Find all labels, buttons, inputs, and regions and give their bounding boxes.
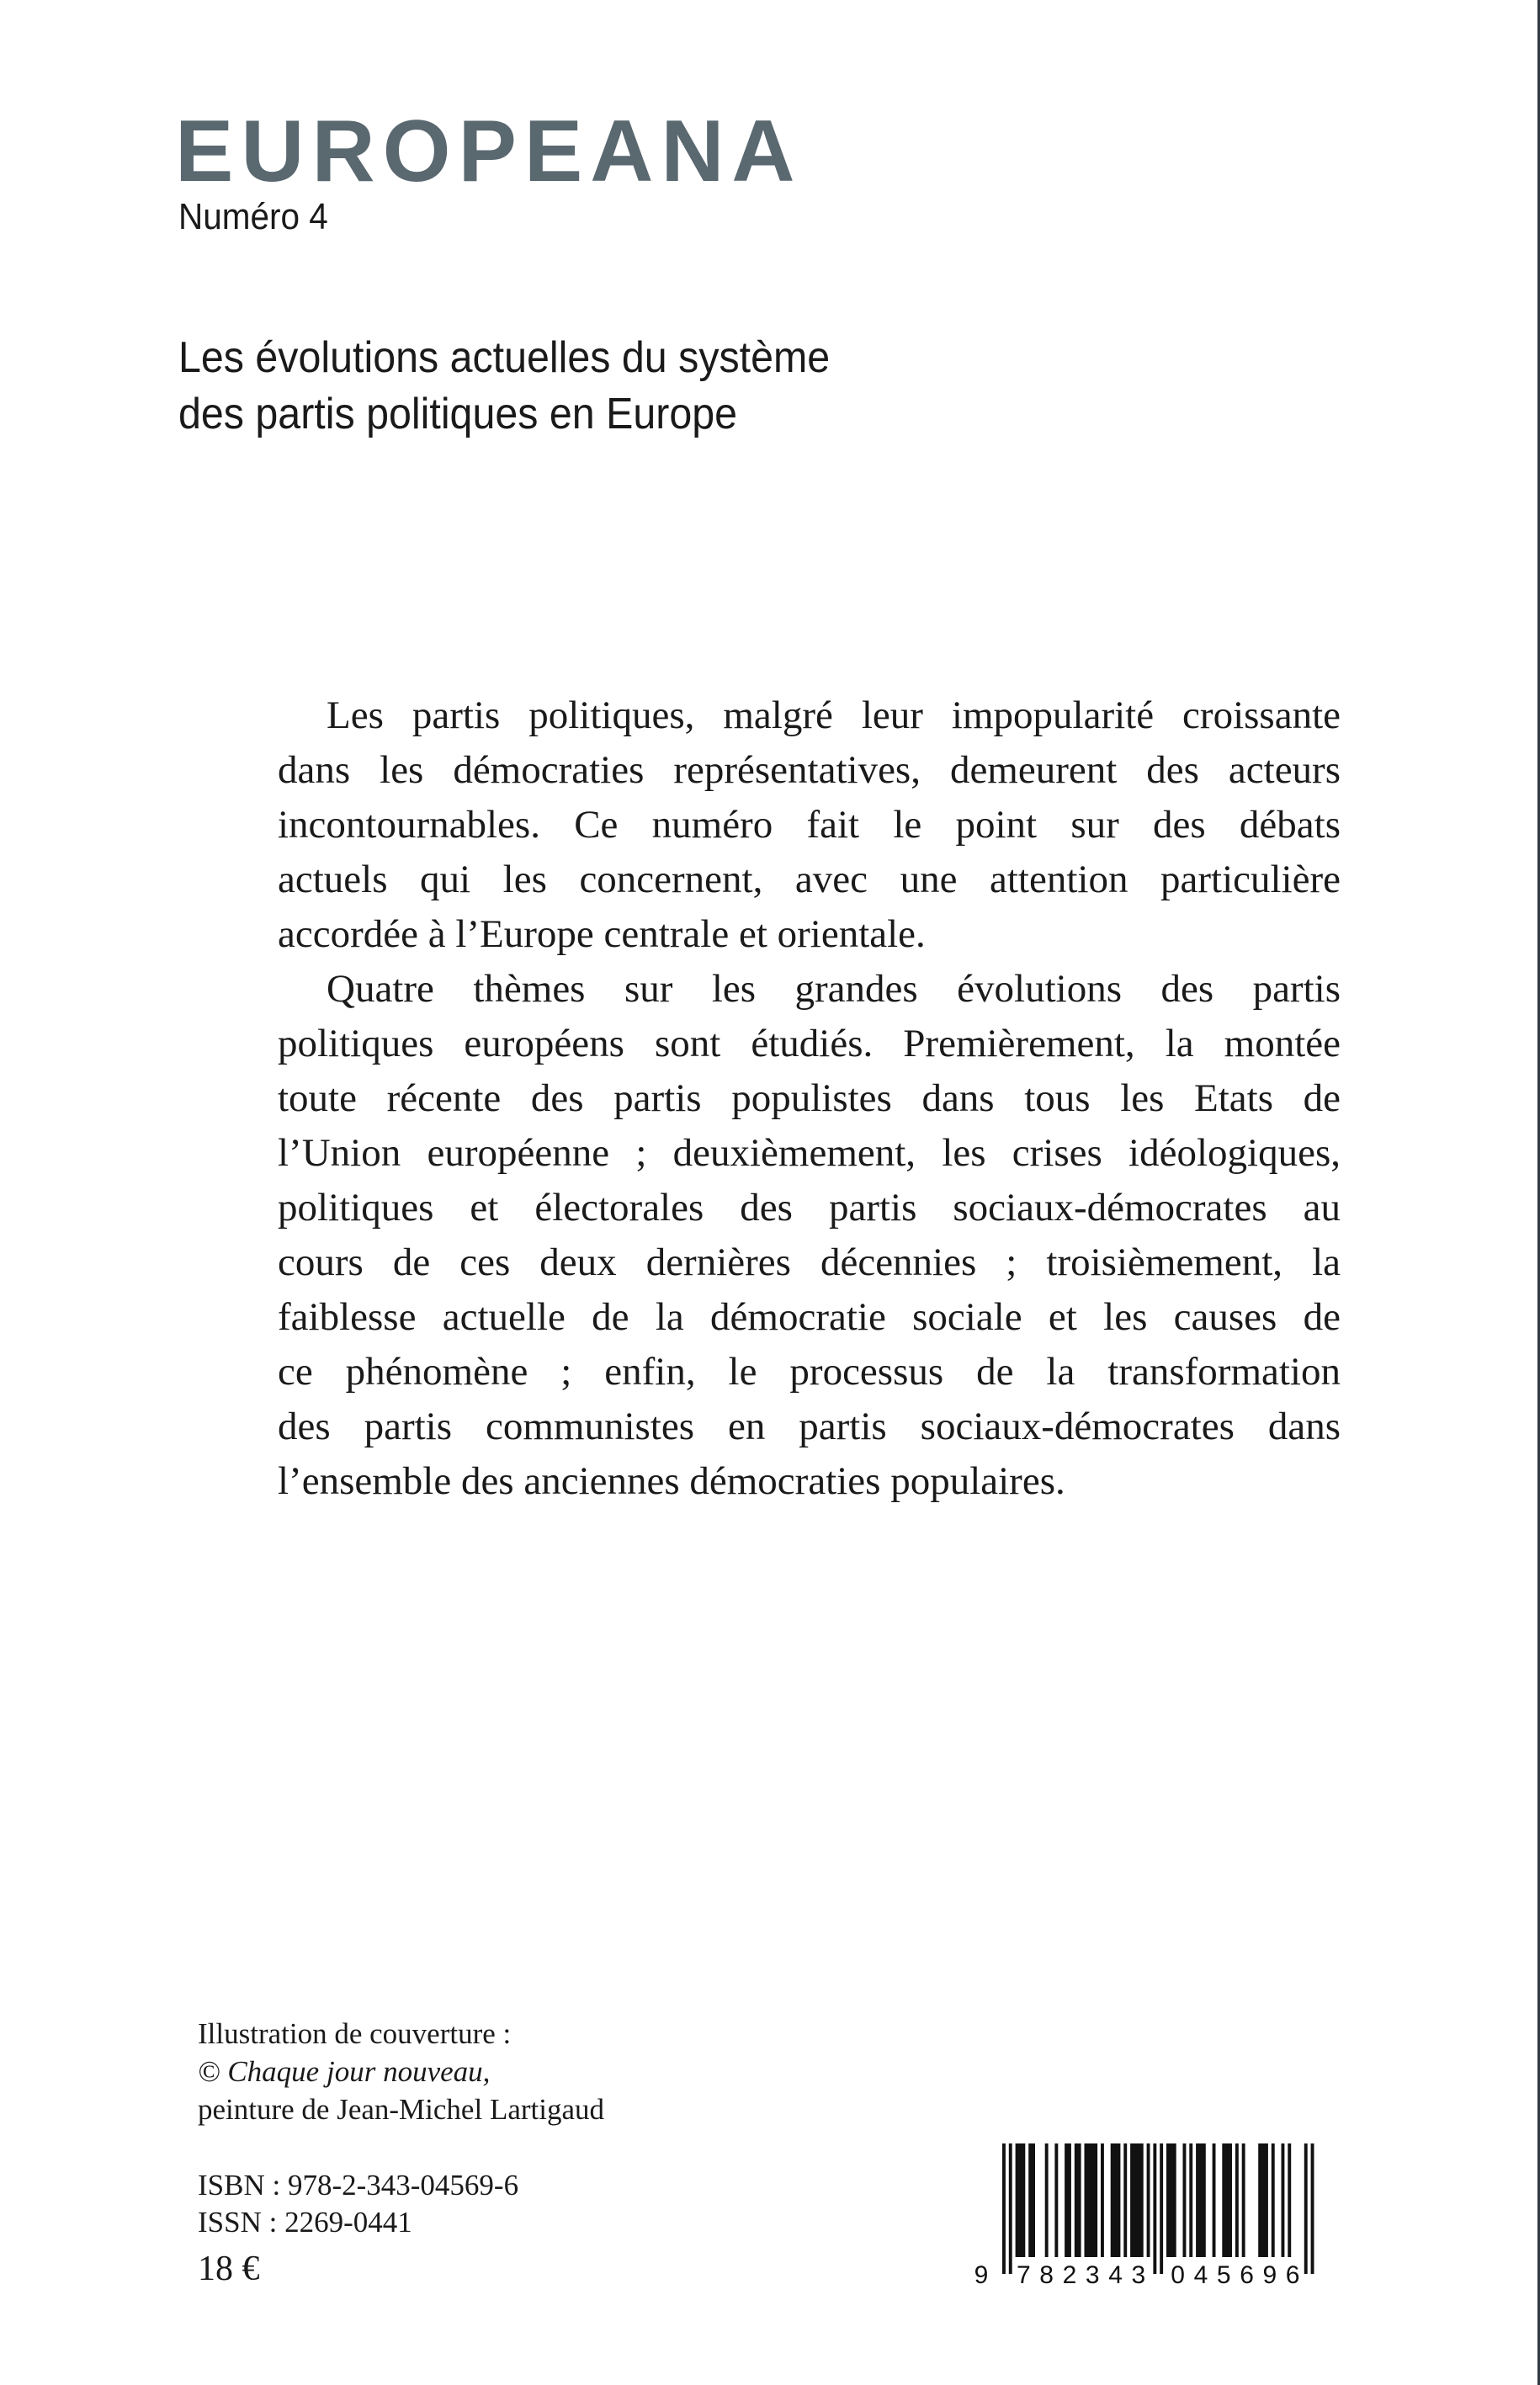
- subtitle-line: Les évolutions actuelles du système: [178, 333, 831, 382]
- blurb-line: Quatre thèmes sur les grandes évolutions des partis: [327, 967, 1341, 1011]
- blurb-line: politiques et électorales des partis sociaux-démocrates au: [278, 1186, 1341, 1230]
- barcode-digit: 6: [1285, 2261, 1300, 2289]
- blurb-line: l’Union européenne ; deuxièmement, les crises idéologiques,: [278, 1131, 1341, 1175]
- barcode-bar: [1196, 2143, 1206, 2257]
- barcode-digit: 6: [1240, 2261, 1254, 2289]
- barcode-bar: [1147, 2143, 1150, 2257]
- barcode-digit: 0: [1171, 2261, 1185, 2289]
- barcode-bar: [1153, 2143, 1156, 2274]
- blurb-line: des partis communistes en partis sociaux-démocrates dans: [278, 1405, 1341, 1448]
- barcode-bar: [1130, 2143, 1144, 2257]
- blurb-line: l’ensemble des anciennes démocraties populaires.: [278, 1459, 1065, 1503]
- barcode-digit: 3: [1085, 2261, 1100, 2289]
- barcode-bar: [1009, 2143, 1012, 2274]
- barcode-bar: [1242, 2143, 1245, 2257]
- barcode-bar: [1028, 2143, 1035, 2257]
- issn: ISSN : 2269-0441: [198, 2206, 412, 2239]
- barcode-bar: [1189, 2143, 1192, 2257]
- credits-label: Illustration de couverture :: [198, 2017, 512, 2050]
- barcode-bar: [1160, 2143, 1163, 2274]
- barcode-bar: [1258, 2143, 1268, 2257]
- barcode-bar: [1045, 2143, 1049, 2257]
- blurb-line: accordée à l’Europe centrale et orientale.: [278, 912, 926, 956]
- blurb-line: toute récente des partis populistes dans tous les Etats de: [278, 1076, 1341, 1120]
- barcode-digit: 4: [1108, 2261, 1123, 2289]
- issue-number: Numéro 4: [178, 196, 328, 237]
- barcode-bar: [1222, 2143, 1232, 2257]
- barcode-bar: [1111, 2143, 1121, 2257]
- blurb-line: cours de ces deux dernières décennies ; troisièmement, la: [278, 1240, 1341, 1284]
- blurb-paragraph: [278, 962, 1341, 1509]
- blurb-line: dans les démocraties représentatives, demeurent des acteurs: [278, 748, 1341, 792]
- barcode-digit: 7: [1017, 2261, 1031, 2289]
- blurb-line: faiblesse actuelle de la démocratie sociale et les causes de: [278, 1295, 1341, 1339]
- barcode-bar: [1123, 2143, 1127, 2257]
- identifiers: [198, 2167, 518, 2241]
- barcode-bar: [1054, 2143, 1058, 2257]
- barcode-bar: [1304, 2143, 1308, 2274]
- barcode-bar: [1166, 2143, 1176, 2257]
- blurb-line: incontournables. Ce numéro fait le point sur des débats: [278, 803, 1341, 847]
- isbn: ISBN : 978-2-343-04569-6: [198, 2169, 519, 2202]
- barcode-bar: [1311, 2143, 1314, 2274]
- barcode: [968, 2121, 1346, 2306]
- blurb-line: politiques européens sont étudiés. Premièrement, la montée: [278, 1022, 1341, 1065]
- barcode-digit: 8: [1039, 2261, 1054, 2289]
- credits-work: © Chaque jour nouveau,: [198, 2055, 491, 2088]
- credits-artist: peinture de Jean-Michel Lartigaud: [198, 2093, 604, 2126]
- price: 18 €: [198, 2250, 260, 2288]
- barcode-digit: 5: [1216, 2261, 1231, 2289]
- blurb-text: [278, 688, 1341, 1509]
- barcode-bar: [1282, 2143, 1285, 2257]
- barcode-bar: [1075, 2143, 1081, 2257]
- barcode-bar: [1101, 2143, 1104, 2257]
- blurb-paragraph: [278, 688, 1341, 962]
- barcode-bar: [1002, 2143, 1006, 2274]
- barcode-digit: 2: [1062, 2261, 1077, 2289]
- barcode-digit: 3: [1131, 2261, 1146, 2289]
- barcode-bar: [1288, 2143, 1291, 2257]
- subtitle: [178, 330, 830, 443]
- barcode-bar: [1235, 2143, 1239, 2257]
- series-title: EUROPEANA: [175, 103, 803, 200]
- barcode-bar: [1213, 2143, 1216, 2257]
- blurb-line: actuels qui les concernent, avec une attention particulière: [278, 858, 1341, 901]
- cover-credits: [198, 2015, 604, 2128]
- barcode-bar: [1016, 2143, 1026, 2257]
- barcode-digit: 9: [1262, 2261, 1277, 2289]
- barcode-bar: [1272, 2143, 1275, 2257]
- barcode-bar: [1183, 2143, 1187, 2257]
- barcode-bar: [1065, 2143, 1071, 2257]
- barcode-digit: 9: [974, 2261, 989, 2289]
- barcode-digit: 4: [1193, 2261, 1208, 2289]
- subtitle-line: des partis politiques en Europe: [178, 390, 738, 438]
- blurb-line: Les partis politiques, malgré leur impopularité croissante: [327, 693, 1341, 737]
- blurb-line: ce phénomène ; enfin, le processus de la transformation: [278, 1350, 1341, 1394]
- barcode-bar: [1085, 2143, 1098, 2257]
